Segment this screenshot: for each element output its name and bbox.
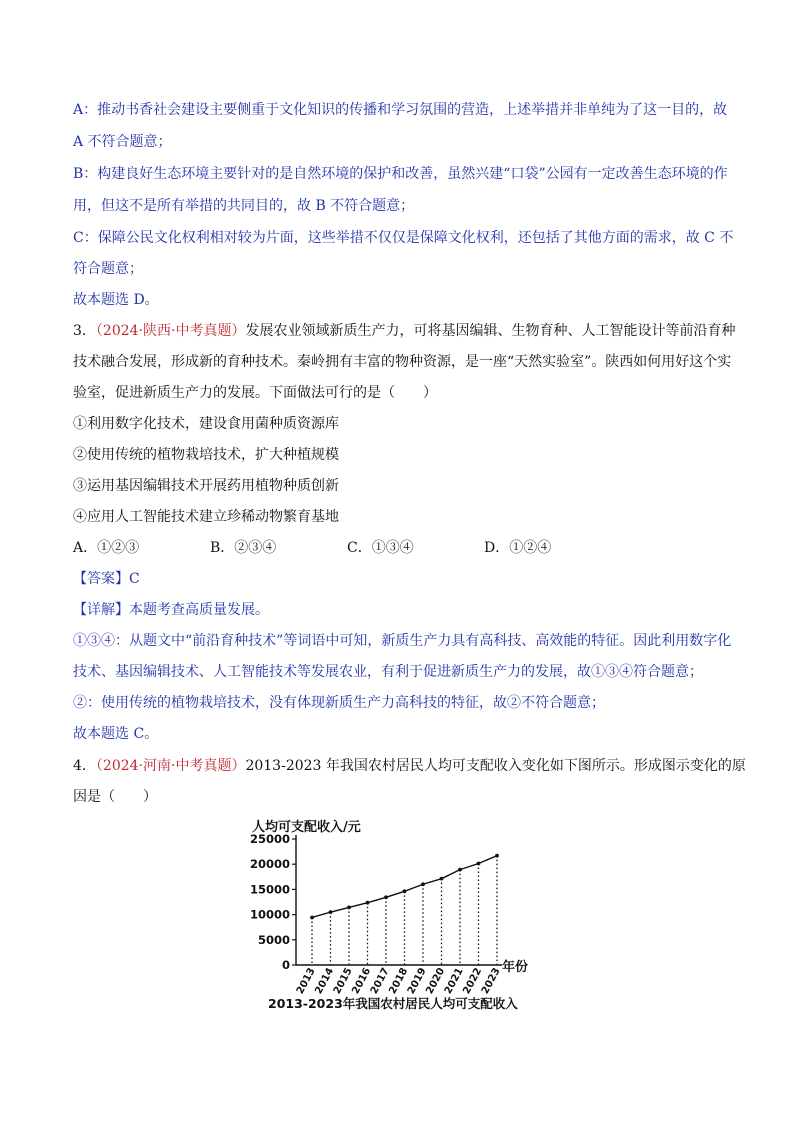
data-point — [477, 862, 481, 866]
analysis-c-line2: 符合题意； — [73, 261, 143, 277]
data-point — [366, 901, 370, 905]
question-3-item-1: ①利用数字化技术，建设食用菌种质资源库 — [73, 416, 339, 432]
question-3-stem-text: 发展农业领域新质生产力，可将基因编辑、生物育种、人工智能设计等前沿育种 — [245, 323, 736, 339]
chart-plot — [240, 812, 560, 1017]
x-tick-label: 2021 — [442, 966, 466, 996]
income-chart — [240, 812, 560, 1017]
option-d: D．①②④ — [484, 540, 552, 556]
y-tick-label: 15000 — [249, 882, 290, 897]
data-point — [310, 916, 314, 920]
option-b: B．②③④ — [210, 540, 277, 556]
data-point — [329, 910, 333, 914]
data-point — [421, 882, 425, 886]
data-point — [495, 854, 499, 858]
data-point — [347, 906, 351, 910]
chart-title: 2013-2023年我国农村居民人均可支配收入 — [268, 996, 518, 1011]
question-3-item-3: ③运用基因编辑技术开展药用植物种质创新 — [73, 478, 339, 494]
question-3-stem-line3: 验室，促进新质生产力的发展。下面做法可行的是（ ） — [73, 385, 437, 401]
question-4-stem-line1 — [73, 757, 746, 775]
x-tick-label: 2022 — [461, 966, 485, 996]
analysis-c-line1: C：保障公民文化权利相对较为片面，这些举措不仅仅是保障文化权利，还包括了其他方面的需求，故 C 不 — [73, 230, 734, 246]
y-tick-label: 0 — [281, 958, 290, 972]
option-c: C．①③④ — [347, 540, 414, 556]
question-4-number: 4． — [73, 758, 96, 774]
question-3-answer: 【答案】C — [73, 571, 140, 587]
x-tick-label: 2015 — [331, 966, 355, 996]
question-4-stem-text: 2013-2023 年我国农村居民人均可支配收入变化如下图所示。形成图示变化的原 — [245, 758, 746, 774]
analysis-b-line2: 用，但这不是所有举措的共同目的，故 B 不符合题意； — [73, 198, 415, 214]
question-3-item-2: ②使用传统的植物栽培技术，扩大种植规模 — [73, 447, 339, 463]
question-3-item-4: ④应用人工智能技术建立珍稀动物繁育基地 — [73, 509, 339, 525]
analysis-a-line2: A 不符合题意； — [73, 134, 172, 150]
question-3-number: 3． — [73, 323, 96, 339]
data-point — [384, 895, 388, 899]
question-3-explanation-line1: ①③④：从题文中“前沿育种技术”等词语中可知，新质生产力具有高科技、高效能的特征。因此利用数字化 — [73, 633, 732, 649]
option-a: A．①②③ — [73, 540, 140, 556]
question-3-explanation-line2: 技术、基因编辑技术、人工智能技术等发展农业，有利于促进新质生产力的发展，故①③④符合题意； — [73, 664, 703, 680]
y-tick-label: 20000 — [249, 857, 290, 872]
analysis-conclusion: 故本题选 D。 — [73, 292, 159, 308]
x-tick-label: 2018 — [387, 966, 411, 996]
x-tick-label: 2020 — [424, 966, 448, 996]
x-tick-label: 2014 — [313, 966, 337, 996]
question-3-explanation-line3: ②：使用传统的植物栽培技术，没有体现新质生产力高科技的特征，故②不符合题意； — [73, 695, 605, 711]
analysis-b-line1: B：构建良好生态环境主要针对的是自然环境的保护和改善，虽然兴建“口袋”公园有一定改善生态环境的作 — [73, 166, 728, 182]
analysis-a-line1: A：推动书香社会建设主要侧重于文化知识的传播和学习氛围的营造，上述举措并非单纯为了这一目的，故 — [73, 102, 728, 118]
data-point — [458, 868, 462, 872]
question-4-source: （2024·河南·中考真题） — [95, 758, 246, 774]
question-3-options — [73, 539, 551, 557]
question-3-source: （2024·陕西·中考真题） — [95, 323, 246, 339]
chart-y-axis-label: 人均可支配收入/元 — [252, 820, 361, 835]
x-tick-label: 2017 — [368, 966, 392, 996]
question-3-conclusion: 故本题选 C。 — [73, 726, 159, 742]
y-tick-label: 5000 — [257, 932, 290, 947]
question-3-detail: 【详解】本题考查高质量发展。 — [73, 602, 269, 618]
x-tick-label: 2013 — [294, 966, 318, 996]
y-tick-label: 25000 — [249, 832, 290, 846]
y-tick-label: 10000 — [249, 907, 290, 922]
x-tick-label: 2023 — [479, 966, 503, 996]
chart-x-axis-label: 年份 — [502, 960, 529, 975]
question-3-stem-line1 — [73, 322, 735, 340]
data-point — [403, 889, 407, 893]
x-tick-label: 2019 — [405, 966, 429, 996]
data-point — [440, 877, 444, 881]
question-4-stem-line2: 因是（ ） — [73, 789, 157, 805]
x-tick-label: 2016 — [350, 966, 374, 996]
question-3-stem-line2: 技术融合发展，形成新的育种技术。秦岭拥有丰富的物种资源，是一座“天然实验室”。陕西如何用好这个实 — [73, 354, 732, 370]
